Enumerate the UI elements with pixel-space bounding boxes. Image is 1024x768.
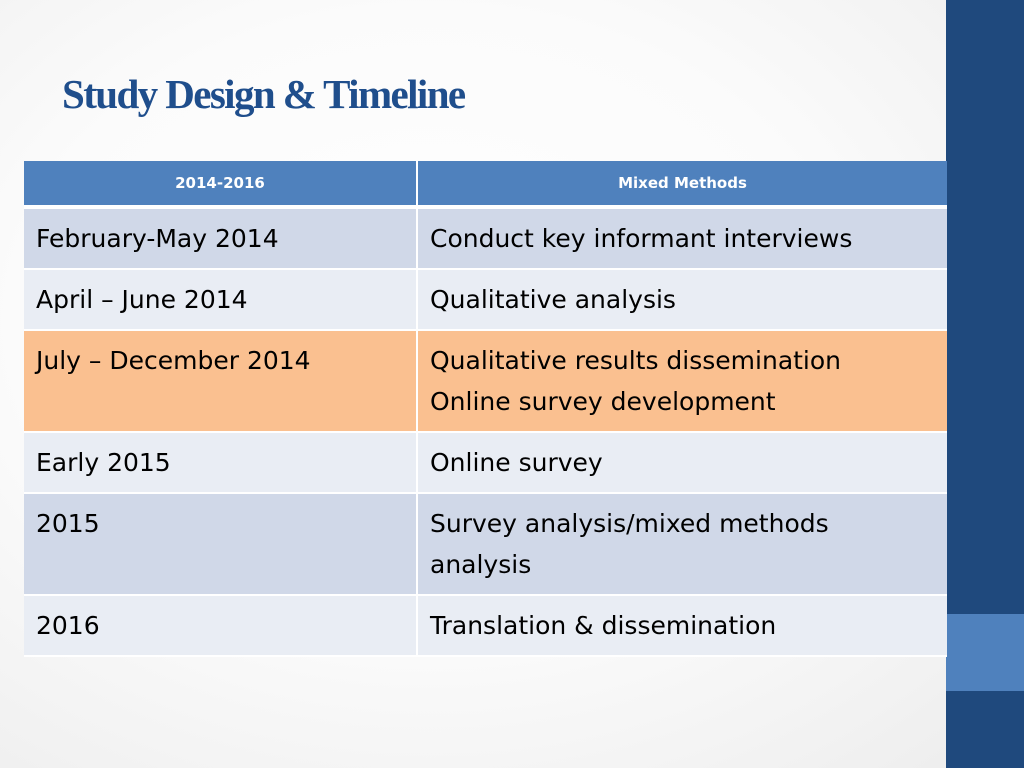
period-cell <box>24 432 417 493</box>
side-accent-block <box>946 614 1024 691</box>
table-row <box>24 432 947 493</box>
timeline-table <box>24 161 947 657</box>
period-cell <box>24 330 417 432</box>
table-row <box>24 493 947 595</box>
period-text: July – December 2014 <box>36 346 311 375</box>
activity-text: Online survey development <box>430 387 776 416</box>
header-methods: Mixed Methods <box>417 161 947 207</box>
activity-text: Conduct key informant interviews <box>430 224 853 253</box>
period-cell <box>24 493 417 595</box>
table-header-row <box>24 161 947 207</box>
slide-title: Study Design & Timeline <box>62 71 465 117</box>
period-cell <box>24 207 417 269</box>
activity-text: Qualitative results dissemination <box>430 346 842 375</box>
activity-cell <box>417 330 947 432</box>
table-row <box>24 207 947 269</box>
activity-cell <box>417 493 947 595</box>
period-cell <box>24 269 417 330</box>
activity-text: Online survey <box>430 448 603 477</box>
table-row-highlighted <box>24 330 947 432</box>
activity-text: analysis <box>430 550 532 579</box>
activity-text: Survey analysis/mixed methods <box>430 509 829 538</box>
period-text: 2016 <box>36 611 100 640</box>
table-row <box>24 269 947 330</box>
table-row <box>24 595 947 656</box>
period-text: April – June 2014 <box>36 285 248 314</box>
activity-cell <box>417 595 947 656</box>
period-text: February-May 2014 <box>36 224 279 253</box>
header-period: 2014-2016 <box>24 161 417 207</box>
activity-text: Translation & dissemination <box>430 611 777 640</box>
period-text: 2015 <box>36 509 100 538</box>
period-text: Early 2015 <box>36 448 171 477</box>
activity-cell <box>417 207 947 269</box>
activity-cell <box>417 269 947 330</box>
activity-cell <box>417 432 947 493</box>
period-cell <box>24 595 417 656</box>
activity-text: Qualitative analysis <box>430 285 676 314</box>
